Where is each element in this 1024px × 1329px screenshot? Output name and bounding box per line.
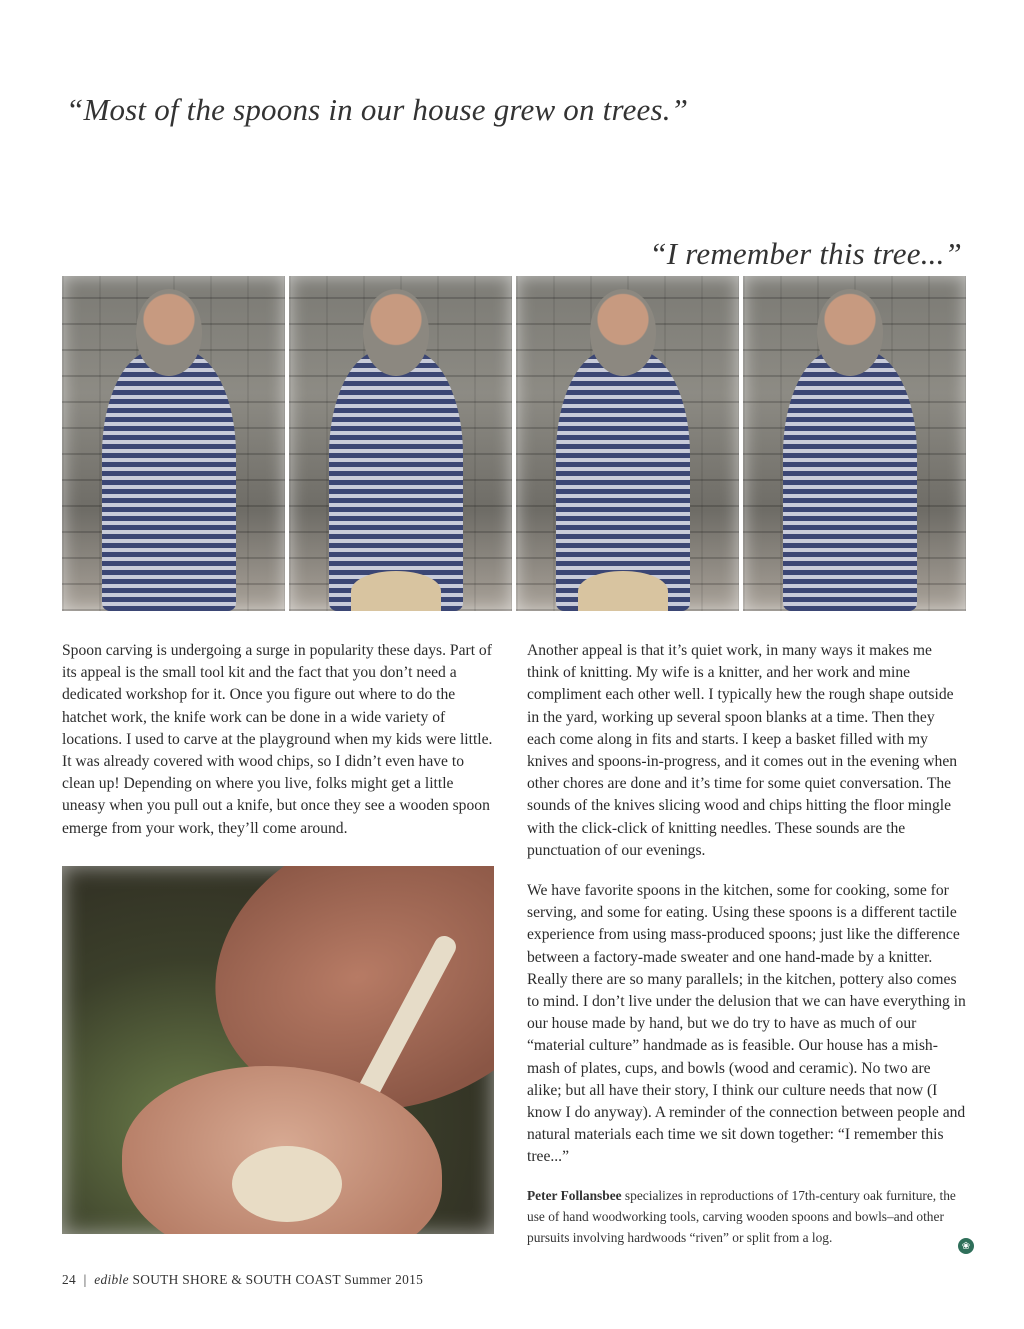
author-bio	[527, 1186, 967, 1248]
article-column-right	[527, 640, 967, 1169]
photo-spoon-in-hands	[62, 866, 494, 1234]
photo-hatchet-splitting	[516, 276, 739, 611]
footer-brand: edible	[94, 1272, 129, 1287]
carving-photo-strip	[62, 276, 966, 611]
leaf-end-icon: ❀	[958, 1238, 974, 1254]
author-bio-text: specializes in reproductions of 17th-century oak furniture, the use of hand woodworking tools, carving wooden spoons and bowls–and other pursuits involving hardwoods “riven” or split from a log.	[527, 1188, 956, 1245]
article-column-left	[62, 640, 500, 840]
article-paragraph: Spoon carving is undergoing a surge in popularity these days. Part of its appeal is the small tool kit and the fact that you don’t need a dedicated workshop for it. Once you figure out where to do the hatchet work, the knife work can be done in a wide variety of locations. I used to carve at the playground when my kids were little. It was already covered with wood chips, so I didn’t even have to clean up! Depending on where you live, folks might get a little uneasy when you pull out a knife, but once they see a wooden spoon emerge from your work, they’ll come around.	[62, 642, 493, 837]
pull-quote-top: “Most of the spoons in our house grew on trees.”	[66, 92, 689, 127]
page-footer	[62, 1272, 423, 1288]
photo-examining-blank	[62, 276, 285, 611]
page-number: 24	[62, 1272, 76, 1287]
footer-publication: SOUTH SHORE & SOUTH COAST Summer 2015	[132, 1272, 424, 1287]
photo-hatchet-chopping	[289, 276, 512, 611]
photo-holding-hatchet	[743, 276, 966, 611]
footer-separator: |	[83, 1272, 87, 1287]
article-paragraph: We have favorite spoons in the kitchen, some for cooking, some for serving, and some for eating. Using these spoons is a different tactile experience from using mass-produced spoons; just like the difference between a factory-made sweater and one hand-made by a knitter. Really there are so many parallels; in the kitchen, pottery also comes to mind. I don’t live under the delusion that we can have everything in our house made by hand, but we do try to have as much of our “material culture” handmade as is feasible. Our house has a mish-mash of plates, cups, and bowls (wood and ceramic). No two are alike; but all have their story, I think our culture needs that now (I know I do anyway). A reminder of the connection between people and natural materials each time we sit down together: “I remember this tree...”	[527, 882, 966, 1166]
author-name: Peter Follansbee	[527, 1188, 622, 1203]
article-paragraph: Another appeal is that it’s quiet work, in many ways it makes me think of knitting. My wife is a knitter, and her work and mine compliment each other well. I typically hew the rough shape outside in the yard, working up several spoon blanks at a time. Then they each come along in fits and starts. I keep a basket filled with my knives and spoons-in-progress, and it comes out in the evening when other chores are done and it’s time for some quiet conversation. The sounds of the knives slicing wood and chips hitting the floor mingle with the click-click of knitting needles. These sounds are the punctuation of our evenings.	[527, 642, 958, 859]
pull-quote-right: “I remember this tree...”	[649, 236, 962, 271]
